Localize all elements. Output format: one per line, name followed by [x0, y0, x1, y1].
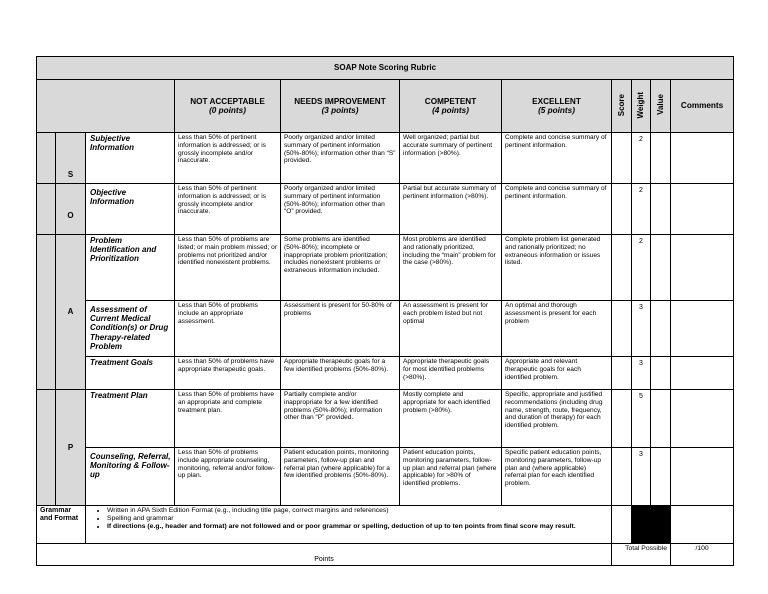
grammar-bullet: • Written in APA Sixth Edition Format (e.g., including title page, correct margins and references) — [107, 507, 608, 515]
rubric-table — [36, 56, 734, 566]
header-competent — [400, 80, 502, 133]
not-acceptable-cell: Less than 50% of problems have appropriate therapeutic goals. — [175, 357, 281, 390]
score-cell — [612, 184, 632, 235]
needs-improvement-cell: Poorly organized and/or limited summary of pertinent information (50%-80%); information other than “S” provided. — [281, 133, 400, 184]
score-cell — [612, 235, 632, 301]
weight-cell: 2 — [632, 184, 651, 235]
needs-improvement-cell: Patient education points, monitoring parameters, follow-up plan and referral plan (where applicable) for a few identified problems (50%-80%). — [281, 448, 400, 506]
section-letter-p: P — [56, 390, 86, 506]
score-cell — [612, 133, 632, 184]
grammar-row — [37, 506, 734, 544]
blacked-out-cell — [632, 506, 671, 544]
comments-cell — [671, 184, 734, 235]
criterion-label: Objective Information — [86, 184, 175, 235]
header-weight: Weight — [632, 80, 651, 133]
level-name: NEEDS IMPROVEMENT — [294, 96, 386, 106]
level-name: EXCELLENT — [532, 96, 581, 106]
score-cell — [612, 448, 632, 506]
not-acceptable-cell: Less than 50% of problems include appropriate counseling, monitoring, referral and/or follow-up plan. — [175, 448, 281, 506]
not-acceptable-cell: Less than 50% of problems are listed; or main problem missed; or problems not prioritized and/or identified nonexistent problems. — [175, 235, 281, 301]
header-blank — [37, 80, 175, 133]
header-value: Value — [651, 80, 671, 133]
weight-cell: 3 — [632, 357, 651, 390]
gutter-cell — [37, 390, 56, 506]
section-letter-o: O — [56, 184, 86, 235]
competent-cell: Most problems are identified and rationally prioritized, including the “main” problem for the case (>80%). — [400, 235, 502, 301]
grammar-label: Grammar and Format — [37, 506, 86, 544]
weight-cell: 3 — [632, 301, 651, 357]
table-row — [37, 390, 734, 448]
table-row — [37, 357, 734, 390]
header-row — [37, 80, 734, 133]
value-cell — [651, 184, 671, 235]
header-not-acceptable — [175, 80, 281, 133]
value-cell — [651, 235, 671, 301]
score-cell — [612, 357, 632, 390]
score-cell — [612, 301, 632, 357]
needs-improvement-cell: Partially complete and/or inappropriate for a few identified problems (50%-80%); information other than “P” provided. — [281, 390, 400, 448]
level-points: (0 points) — [209, 106, 246, 115]
not-acceptable-cell: Less than 50% of problems include an appropriate assessment. — [175, 301, 281, 357]
section-letter-a: A — [56, 235, 86, 390]
comments-cell — [671, 448, 734, 506]
section-letter-s: S — [56, 133, 86, 184]
points-label: Points — [37, 544, 612, 566]
excellent-cell: Complete and concise summary of pertinent information. — [502, 133, 612, 184]
competent-cell: An assessment is present for each problem listed but not optimal — [400, 301, 502, 357]
excellent-cell: Appropriate and relevant therapeutic goals for each identified problem. — [502, 357, 612, 390]
competent-cell: Partial but accurate summary of pertinent information (>80%). — [400, 184, 502, 235]
criterion-label: Problem Identification and Prioritization — [86, 235, 175, 301]
needs-improvement-cell: Assessment is present for 50-80% of problems — [281, 301, 400, 357]
comments-cell — [671, 235, 734, 301]
level-name: NOT ACCEPTABLE — [190, 96, 265, 106]
needs-improvement-cell: Some problems are identified (50%-80%); incomplete or inappropriate problem prioritization; includes nonexistent problems or extraneous information included. — [281, 235, 400, 301]
level-points: (3 points) — [321, 106, 359, 115]
table-row — [37, 448, 734, 506]
level-name: COMPETENT — [424, 96, 477, 106]
level-points: (4 points) — [432, 106, 469, 115]
comments-cell — [671, 301, 734, 357]
comments-cell — [671, 506, 734, 544]
total-possible-label: Total Possible — [612, 544, 671, 566]
comments-cell — [671, 133, 734, 184]
header-needs-improvement — [281, 80, 400, 133]
score-cell — [612, 506, 632, 544]
grammar-bullet-list — [89, 507, 608, 531]
header-excellent — [502, 80, 612, 133]
header-score: Score — [612, 80, 632, 133]
criterion-label: Treatment Plan — [86, 390, 175, 448]
weight-cell: 3 — [632, 448, 651, 506]
gutter-cell — [37, 235, 56, 390]
criterion-label: Treatment Goals — [86, 357, 175, 390]
table-row — [37, 184, 734, 235]
table-row — [37, 301, 734, 357]
total-possible-value: /100 — [671, 544, 734, 566]
competent-cell: Patient education points, monitoring parameters, follow-up plan and referral plan (where applicable) for >80% of identified problems. — [400, 448, 502, 506]
gutter-cell — [37, 184, 56, 235]
value-cell — [651, 448, 671, 506]
table-row — [37, 133, 734, 184]
value-cell — [651, 133, 671, 184]
not-acceptable-cell: Less than 50% of pertinent information is addressed; or is grossly incomplete and/or inaccurate. — [175, 184, 281, 235]
criterion-label: Subjective Information — [86, 133, 175, 184]
competent-cell: Appropriate therapeutic goals for most identified problems (>80%). — [400, 357, 502, 390]
score-cell — [612, 390, 632, 448]
excellent-cell: Complete and concise summary of pertinent information. — [502, 184, 612, 235]
weight-cell: 5 — [632, 390, 651, 448]
not-acceptable-cell: Less than 50% of problems have an appropriate and complete treatment plan. — [175, 390, 281, 448]
value-cell — [651, 390, 671, 448]
gutter-cell — [37, 133, 56, 184]
competent-cell: Well organized; partial but accurate summary of pertinent information (>80%). — [400, 133, 502, 184]
comments-cell — [671, 357, 734, 390]
table-row — [37, 235, 734, 301]
needs-improvement-cell: Appropriate therapeutic goals for a few identified problems (50%-80%). — [281, 357, 400, 390]
value-cell — [651, 301, 671, 357]
excellent-cell: An optimal and thorough assessment is present for each problem — [502, 301, 612, 357]
rubric-title: SOAP Note Scoring Rubric — [37, 57, 734, 80]
grammar-bullet: • Spelling and grammar — [107, 515, 608, 523]
competent-cell: Mostly complete and appropriate for each identified problem (>80%). — [400, 390, 502, 448]
criterion-label: Counseling, Referral, Monitoring & Follow-up — [86, 448, 175, 506]
value-cell — [651, 357, 671, 390]
weight-cell: 2 — [632, 235, 651, 301]
grammar-content — [86, 506, 612, 544]
header-comments: Comments — [671, 80, 734, 133]
grammar-bullet: • If directions (e.g., header and format) are not followed and or poor grammar or spelling, deduction of up to ten points from final score may result. — [107, 523, 608, 531]
excellent-cell: Complete problem list generated and rationally prioritized; no extraneous information or issues listed. — [502, 235, 612, 301]
weight-cell: 2 — [632, 133, 651, 184]
needs-improvement-cell: Poorly organized and/or limited summary of pertinent information (50%-80%); information other than “O” provided. — [281, 184, 400, 235]
excellent-cell: Specific, appropriate and justified recommendations (including drug name, strength, route, frequency, and duration of therapy) for each identified problem. — [502, 390, 612, 448]
not-acceptable-cell: Less than 50% of pertinent information is addressed; or is grossly incomplete and/or inaccurate. — [175, 133, 281, 184]
footer-row — [37, 544, 734, 566]
criterion-label: Assessment of Current Medical Condition(s) or Drug Therapy-related Problem — [86, 301, 175, 357]
comments-cell — [671, 390, 734, 448]
level-points: (5 points) — [538, 106, 575, 115]
excellent-cell: Specific patient education points, monitoring parameters, follow-up plan and (where applicable) referral plan for each identified problem. — [502, 448, 612, 506]
